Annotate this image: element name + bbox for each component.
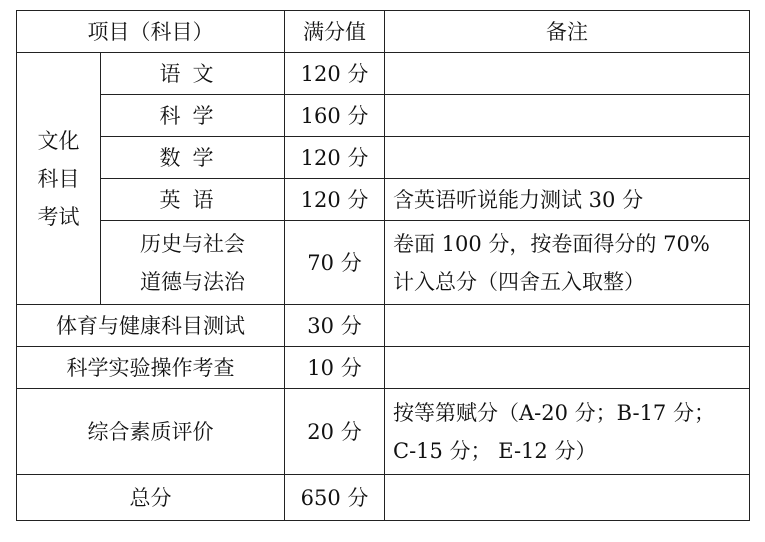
score-cell: 120 分 [285,137,385,179]
header-row [17,11,750,53]
subject-cell: 综合素质评价 [17,389,285,475]
subject-cell: 科学实验操作考查 [17,347,285,389]
score-cell: 10 分 [285,347,385,389]
table-row [17,305,750,347]
score-table [16,10,750,521]
table-row [17,137,750,179]
note-cell [385,95,750,137]
score-cell: 20 分 [285,389,385,475]
total-score: 650 分 [285,475,385,521]
culture-exam-group-label: 文化 科目 考试 [17,53,101,305]
table-row [17,53,750,95]
note-cell [385,305,750,347]
subject-cell: 体育与健康科目测试 [17,305,285,347]
note-cell: 含英语听说能力测试 30 分 [385,179,750,221]
table-row [17,221,750,305]
header-item: 项目（科目） [17,11,285,53]
subject-cell: 科学 [101,95,285,137]
table-row [17,179,750,221]
table-row [17,389,750,475]
subject-cell: 数学 [101,137,285,179]
note-cell [385,475,750,521]
total-label: 总分 [17,475,285,521]
subject-cell: 语文 [101,53,285,95]
note-cell [385,137,750,179]
table-row [17,95,750,137]
score-cell: 30 分 [285,305,385,347]
score-cell: 120 分 [285,179,385,221]
score-cell: 160 分 [285,95,385,137]
score-cell: 120 分 [285,53,385,95]
subject-cell: 英语 [101,179,285,221]
header-note: 备注 [385,11,750,53]
note-cell: 按等第赋分（A-20 分；B-17 分； C-15 分； E-12 分） [385,389,750,475]
header-full-score: 满分值 [285,11,385,53]
note-cell: 卷面 100 分，按卷面得分的 70% 计入总分（四舍五入取整） [385,221,750,305]
score-cell: 70 分 [285,221,385,305]
table-row [17,347,750,389]
note-cell [385,53,750,95]
subject-cell: 历史与社会 道德与法治 [101,221,285,305]
total-row [17,475,750,521]
note-cell [385,347,750,389]
